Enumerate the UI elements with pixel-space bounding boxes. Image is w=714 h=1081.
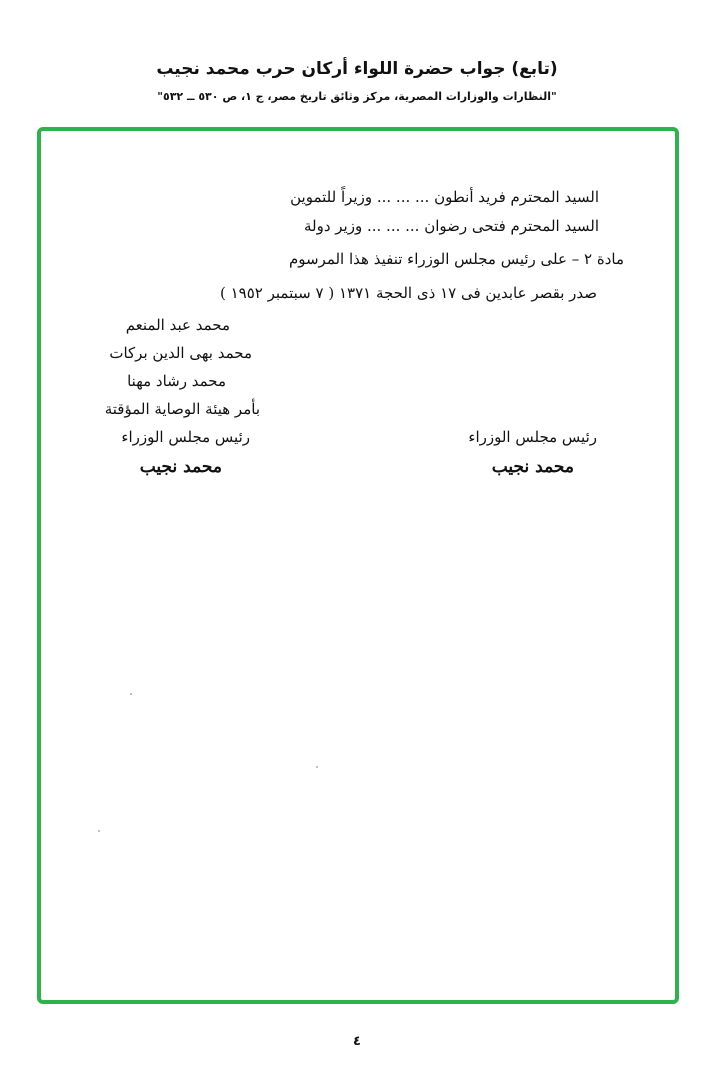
- minister-line-supply: السيد المحترم فريد أنطون ... ... ... وزيراً للتموين: [290, 188, 599, 206]
- issued-date-line: صدر بقصر عابدين فى ١٧ ذى الحجة ١٣٧١ ( ٧ سبتمبر ١٩٥٢ ): [220, 284, 597, 302]
- regency-order-line: بأمر هيئة الوصاية المؤقتة: [104, 400, 260, 418]
- regency-pm-title: رئيس مجلس الوزراء: [121, 428, 250, 446]
- scan-speck: [130, 693, 132, 695]
- regency-pm-signature: محمد نجيب: [139, 457, 222, 477]
- minister-line-state: السيد المحترم فتحى رضوان ... ... ... وزير دولة: [303, 217, 599, 235]
- regency-member-2: محمد بهى الدين بركات: [109, 344, 252, 362]
- page-title: (تابع) جواب حضرة اللواء أركان حرب محمد نجيب: [156, 59, 558, 79]
- page-number: ٤: [353, 1034, 361, 1049]
- prime-minister-title: رئيس مجلس الوزراء: [468, 428, 597, 446]
- scan-speck: [316, 766, 318, 768]
- prime-minister-signature: محمد نجيب: [491, 457, 574, 477]
- source-citation: "النظارات والوزارات المصرية، مركز وثائق تاريخ مصر، ج ١، ص ٥٣٠ ــ ٥٣٢": [157, 90, 557, 103]
- article-2-text: مادة ٢ – على رئيس مجلس الوزراء تنفيذ هذا المرسوم: [288, 250, 624, 268]
- scan-speck: [98, 830, 100, 832]
- regency-member-1: محمد عبد المنعم: [125, 316, 230, 334]
- regency-member-3: محمد رشاد مهنا: [127, 372, 226, 390]
